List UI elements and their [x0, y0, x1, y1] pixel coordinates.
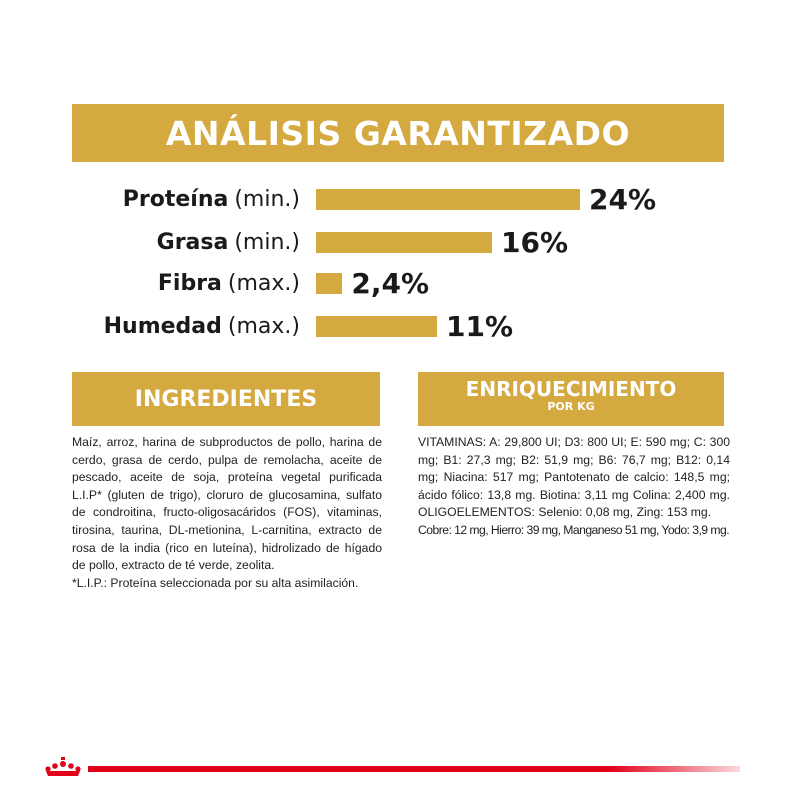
analysis-label — [157, 224, 300, 260]
analysis-value: 24% — [589, 182, 657, 216]
ingredients-header — [72, 372, 380, 426]
analysis-bar — [316, 316, 437, 337]
analysis-row-moisture — [0, 308, 800, 344]
nutrient-qualifier: (min.) — [234, 229, 300, 255]
analysis-row-fiber — [0, 265, 800, 301]
footer-line — [88, 766, 740, 772]
nutrient-name: Proteína — [122, 186, 229, 212]
analysis-label — [158, 265, 300, 301]
analysis-value: 16% — [501, 225, 569, 259]
nutrient-name: Fibra — [157, 270, 222, 296]
nutrient-name: Humedad — [103, 313, 222, 339]
analysis-value: 2,4% — [351, 266, 430, 300]
enrichment-text: VITAMINAS: A: 29,800 UI; D3: 800 UI; E: 590 mg; C: 300 mg; B1: 27,3 mg; B2: 51,9 mg; B6: 76,7 mg; B12: 0,14 mg; Niacina: 517 mg; Pantotenato de calcio: 148,5 mg; ácido fólico: 13,8 mg. Biotina: 3,11 mg Colina: 2,400 mg. OLIGOELEMENTOS: Selenio: 0,08 mg, Zing: 153 mg. — [418, 435, 730, 520]
header-band — [72, 104, 724, 162]
analysis-row-fat — [0, 224, 800, 260]
page-title: ANÁLISIS GARANTIZADO — [165, 113, 631, 153]
ingredients-section — [72, 434, 382, 592]
analysis-bar — [316, 273, 342, 294]
analysis-label — [123, 181, 300, 217]
nutrient-qualifier: (max.) — [227, 270, 300, 296]
nutrient-qualifier: (max.) — [227, 313, 300, 339]
ingredients-note: *L.I.P.: Proteína seleccionada por su alta asimilación. — [72, 575, 359, 590]
enrichment-title: ENRIQUECIMIENTO — [465, 377, 677, 401]
enrichment-last-line: Cobre: 12 mg, Hierro: 39 mg, Manganeso 51 mg, Yodo: 3,9 mg. — [418, 522, 730, 537]
ingredients-title: INGREDIENTES — [134, 386, 318, 412]
analysis-bar — [316, 232, 492, 253]
enrichment-subtitle: POR KG — [547, 400, 595, 413]
analysis-bar — [316, 189, 580, 210]
analysis-row-protein — [0, 181, 800, 217]
crown-icon — [44, 756, 82, 778]
enrichment-section — [418, 434, 730, 540]
analysis-label — [104, 308, 300, 344]
ingredients-text: Maíz, arroz, harina de subproductos de pollo, harina de cerdo, grasa de cerdo, pulpa de remolacha, aceite de pescado, aceite de soja, proteína vegetal purificada L.I.P* (gluten de trigo), cloruro de glucosamina, sulfato de condroitina, fructo-oligosacáridos (FOS), vitaminas, tirosina, taurina, DL-metionina, L-carnitina, extracto de rosa de la india (rico en luteína), hidrolizado de hígado de pollo, extracto de té verde, zeolita. — [72, 435, 382, 573]
nutrient-name: Grasa — [156, 229, 229, 255]
analysis-value: 11% — [446, 309, 514, 343]
enrichment-header — [418, 372, 724, 426]
nutrient-qualifier: (min.) — [234, 186, 300, 212]
